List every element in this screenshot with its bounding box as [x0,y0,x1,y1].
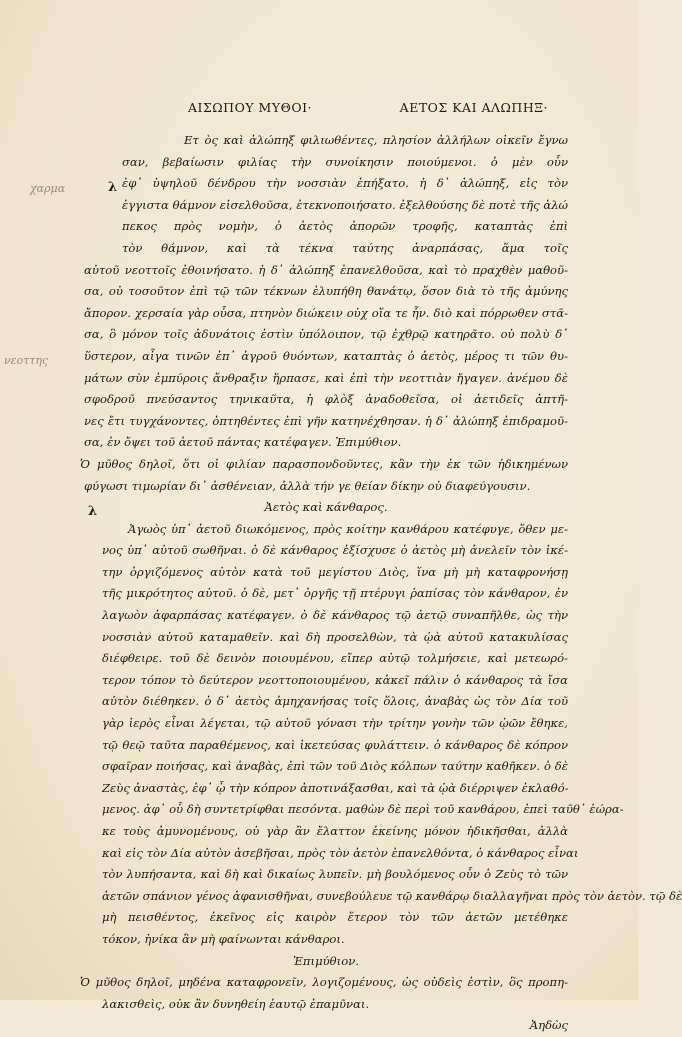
text-line: πεκος πρὸς νομὴν, ὁ ἀετὸς ἀπορῶν τροφῆς, καταπτὰς ἐπὶ [122,219,568,234]
text-line: σφοδροῦ πνεύσαντος τηνικαῦτα, ἡ φλὸξ ἀναδοθεῖσα, οἱ ἀετιδεῖς ἀπτῆ- [84,392,568,407]
text-line: ἐφ᾽ ὑψηλοῦ δένδρου τὴν νοσσιὰν ἐπήξατο. ἡ δ᾽ ἀλώπηξ, εἰς τὸν [122,176,568,191]
header-left-title: ΑΙΣΩΠΟΥ ΜΥΘΟΙ· [188,100,312,115]
text-line: μενος. ἀφ᾽ οὗ δὴ συντετρίφθαι πεσόντα. μαθὼν δὲ περὶ τοῦ κανθάρου, ἐπεὶ ταῦθ᾽ ἑώρα- [102,802,624,817]
catchword: Ἀηδὼς [529,1018,568,1033]
text-line: μάτων σὺν ἐμπύροις ἄνθραξιν ἥρπασε, καὶ ἐπὶ τὴν νεοττιὰν ἤγαγεν. ἀνέμου δὲ [84,370,568,385]
text-line: Ετ ὸς καὶ ἀλώπηξ φιλιωθέντες, πλησίον ἀλλήλων οἰκεῖν ἔγνω [184,133,568,147]
text-line: λαγωὸν ἀφαρπάσας κατέφαγεν. ὁ δὲ κάνθαρος τῷ ἀετῷ συναπῆλθε, ὡς τὴν [102,608,568,623]
epimythion-line: Ὁ μῦθος δηλοῖ, ὅτι οἱ φιλίαν παρασπονδοῦντες, κἂν τὴν ἐκ τῶν ἠδικημένων [80,456,568,471]
text-line: τὸν λυπήσαντα, καὶ δὴ καὶ δικαίως λυπεῖν. μὴ βουλόμενος οὖν ὁ Ζεὺς τὸ τῶν [102,867,568,882]
text-line: σα, ἐν ὄψει τοῦ ἀετοῦ πάντας κατέφαγεν. Ἐπιμύθιον. [84,435,402,450]
text-line: τόκον, ἡνίκα ἂν μὴ φαίνωνται κάνθαροι. [102,931,345,946]
text-line: ἄπορον. χερσαία γὰρ οὖσα, πτηνὸν διώκειν οὐχ οἵα τε ἦν. διὸ καὶ πόρρωθεν στᾶ- [84,305,568,320]
text-line: ἐγγιστα θάμνον εἰσελθοῦσα, ἐτεκνοποιήσατο. ἐξελθούσης δὲ ποτὲ τῆς ἀλώ [122,197,568,212]
text-line: τῆς μικρότητος αὐτοῦ. ὁ δὲ, μετ᾽ ὀργῆς τῇ πτέρυγι ῥαπίσας τὸν κάνθαρον, ἐν [102,586,568,601]
margin-note-left-2: νεοττης [4,354,49,367]
text-line: σα, ὃ μόνον τοῖς ἀδυνάτοις ἐστὶν ὑπόλοιπον, τῷ ἐχθρῷ κατηρᾶτο. οὐ πολὺ δ᾽ [84,327,568,342]
text-line: κε τοὺς ἀμυνομένους, οὐ γὰρ ἂν ἔλαττον ἐκείνης μόνον ἠδικῆσθαι, ἀλλὰ [102,824,568,838]
epimythion-line: Ὁ μῦθος δηλοῖ, μηδένα καταφρονεῖν, λογιζομένους, ὡς οὐδεὶς ἐστὶν, ὃς προπη- [80,975,568,990]
margin-lambda-1: λ [108,180,118,195]
text-line: την ὀργιζόμενος αὐτὸν κατὰ τοῦ μεγίστου Διὸς, ἵνα μὴ μὴ καταφρονήσῃ [102,564,568,579]
header-right-title: ΑΕΤΟΣ ΚΑΙ ΑΛΩΠΗΞ· [399,100,548,115]
text-line: ἀετῶν σπάνιον γένος ἀφανισθῆναι, συνεβούλευε τῷ κανθάρῳ διαλλαγῆναι πρὸς τὸν ἀετὸν. τῷ δὲ [102,888,682,903]
text-line: νες ἔτι τυγχάνοντες, ὀπτηθέντες ἐπὶ γῆν κατηνέχθησαν. ἡ δ᾽ ἀλώπηξ ἐπιδραμοῦ- [84,413,568,428]
text-line: Ζεὺς ἀναστὰς, ἐφ᾽ ᾧ τὴν κόπρον ἀποτινάξασθαι, καὶ τὰ ᾠὰ διέρριψεν ἐκλαθό- [102,780,569,795]
text-line: αὐτὸν διέθηκεν. ὁ δ᾽ ἀετὸς ἀμηχανήσας τοῖς ὅλοις, ἀναβὰς ὡς τὸν Δία τοῦ [102,694,568,709]
margin-note-left-1: χαρμα [30,182,66,195]
epimythion-line: λακισθεὶς, οὐκ ἂν δυνηθείη ἑαυτῷ ἐπαμῦναι. [102,996,370,1011]
text-line: σφαῖραν ποιήσας, καὶ ἀναβὰς, ἐπὶ τῶν τοῦ Διὸς κόλπων ταύτην καθῆκεν. ὁ δὲ [102,759,568,774]
text-line: ὕστερον, αἶγα τινῶν ἐπ᾽ ἀγροῦ θυόντων, καταπτὰς ὁ ἀετὸς, μέρος τι τῶν θυ- [84,348,568,363]
text-line: γὰρ ἱερὸς εἶναι λέγεται, τῷ αὐτοῦ γόνασι τὴν τρίτην γονὴν τῶν ᾠῶν ἔθηκε, [102,716,568,731]
text-block [80,130,682,1037]
text-line: διέφθειρε. τοῦ δὲ δεινὸν ποιουμένου, εἴπερ αὐτῷ τολμήσειε, καὶ μετεωρό- [102,651,568,666]
margin-lambda-2: λ [88,504,98,519]
text-line: σαν, βεβαίωσιν φιλίας τὴν συνοίκησιν ποιούμενοι. ὁ μὲν οὖν [122,154,568,169]
fable-title: Ἀετὸς καὶ κάνθαρος. [264,500,388,515]
epimythion-heading: Ἐπιμύθιον. [293,953,359,968]
text-line: σα, οὐ τοσοῦτον ἐπὶ τῷ τῶν τέκνων ἐλυπήθη θανάτῳ, ὅσον διὰ τὸ τῆς ἀμύνης [84,284,568,299]
text-line: τὸν θάμνον, καὶ τὰ τέκνα ταύτης ἀναρπάσας, ἅμα τοῖς [122,240,568,255]
text-line: Ἀγωὸς ὑπ᾽ ἀετοῦ διωκόμενος, πρὸς κοίτην κανθάρου κατέφυγε, ὅθεν με- [128,521,568,536]
epimythion-line: φύγωσι τιμωρίαν δι᾽ ἀσθένειαν, ἀλλὰ τήν γε θείαν δίκην οὐ διαφεύγουσιν. [84,478,531,493]
text-line: νος ὑπ᾽ αὐτοῦ σωθῆναι. ὁ δὲ κάνθαρος ἐξίσχυσε ὁ ἀετὸς μὴ ἀνελεῖν τὸν ἱκέ- [102,543,568,558]
text-line: νοσσιὰν αὐτοῦ καταμαθεῖν. καὶ δὴ προσελθὼν, τὰ ᾠὰ αὐτοῦ κατακυλίσας [102,629,568,644]
text-line: αὐτοῦ νεοττοῖς ἐθοινήσατο. ἡ δ᾽ ἀλώπηξ ἐπανελθοῦσα, καὶ τὸ πραχθὲν μαθοῦ- [84,262,568,277]
text-line: μὴ πεισθέντος, ἐκεῖνος εἰς καιρὸν ἕτερον τὸν τῶν ἀετῶν μετέθηκε [102,910,568,925]
text-line: καὶ εἰς τὸν Δία αὐτὸν ἀσεβῆσαι, πρὸς τὸν ἀετὸν ἐπανελθόντα, ὁ κάνθαρος εἶναι [102,845,579,860]
text-line: τῷ θεῷ ταῦτα παραθέμενος, καὶ ἱκετεύσας φυλάττειν. ὁ κάνθαρος δὲ κόπρον [102,737,568,752]
running-header [188,100,548,115]
text-line: τερον τόπον τὸ δεύτερον νεοττοποιουμένου, κἀκεῖ πάλιν ὁ κάνθαρος τὰ ἴσα [102,672,568,687]
